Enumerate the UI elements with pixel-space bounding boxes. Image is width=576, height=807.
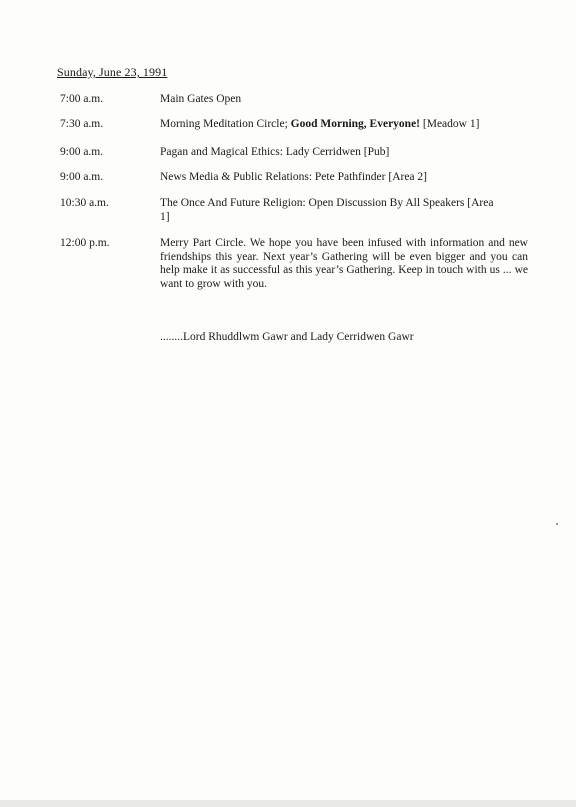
schedule-time: 9:00 a.m. xyxy=(60,146,104,158)
signature-line: ........Lord Rhuddlwm Gawr and Lady Cerridwen Gawr xyxy=(160,331,414,343)
schedule-time: 7:30 a.m. xyxy=(60,118,104,130)
schedule-description: Pagan and Magical Ethics: Lady Cerridwen [Pub] xyxy=(160,146,390,158)
page-heading: Sunday, June 23, 1991 xyxy=(57,65,168,79)
scan-speck xyxy=(556,523,558,525)
schedule-time: 7:00 a.m. xyxy=(60,93,104,105)
schedule-description: Merry Part Circle. We hope you have been infused with information and new friendships this year. Next year’s Gathering will be even bigger and you can help make it as successful as this year’s Gathering. Keep in touch with us ... we want to grow with you. xyxy=(160,237,528,290)
scan-bottom-edge xyxy=(0,800,576,807)
schedule-location: [Meadow 1] xyxy=(420,118,480,130)
schedule-time: 9:00 a.m. xyxy=(60,171,104,183)
greeting-bold-text: Good Morning, Everyone! xyxy=(290,118,421,130)
schedule-time: 12:00 p.m. xyxy=(60,237,110,249)
schedule-description: Main Gates Open xyxy=(160,93,242,105)
schedule-description-part: Morning Meditation Circle; xyxy=(160,118,291,130)
schedule-description: News Media & Public Relations: Pete Pathfinder [Area 2] xyxy=(160,171,427,183)
schedule-description: The Once And Future Religion: Open Discussion By All Speakers [Area 1] xyxy=(160,197,494,223)
schedule-time: 10:30 a.m. xyxy=(60,197,109,209)
schedule-description xyxy=(160,118,528,132)
